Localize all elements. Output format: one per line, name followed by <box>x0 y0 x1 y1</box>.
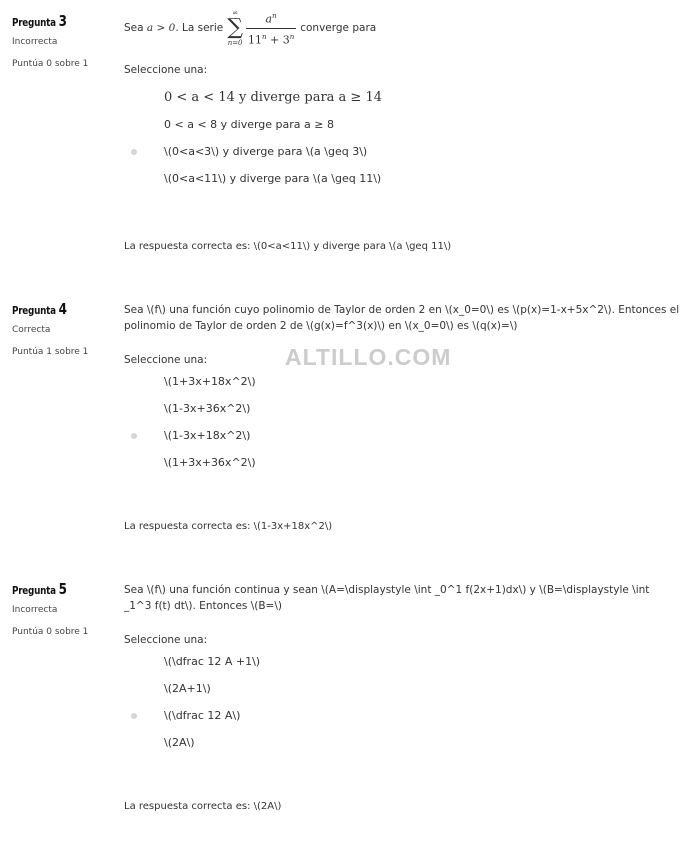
question-grade: Puntúa 0 sobre 1 <box>12 627 89 637</box>
answer-option[interactable]: \(\dfrac 12 A\) <box>124 702 680 729</box>
question-stem: Sea a > 0 . La serie ∞ ∑ n=0 $\frac{a^n}{11^n + 3^n}$ converge para <box>124 9 377 48</box>
series-formula <box>227 8 296 48</box>
answer-option[interactable]: \(1-3x+36x^2\) <box>164 401 251 415</box>
answer-list <box>124 368 680 476</box>
question-content <box>124 300 680 476</box>
select-prompt: Seleccione una: <box>124 634 208 646</box>
question-number: 4 <box>58 300 67 318</box>
answer-option[interactable]: 0 < a < 14 y diverge para a ≥ 14 <box>164 89 382 105</box>
answer-option[interactable]: \(1+3x+36x^2\) <box>164 455 256 469</box>
answer-list <box>124 648 680 756</box>
answer-option[interactable]: 0 < a < 8 y diverge para a ≥ 8 <box>164 117 334 131</box>
math-condition: a > 0 <box>146 22 176 35</box>
radio-dot[interactable] <box>131 713 137 719</box>
question-number: 3 <box>58 12 67 30</box>
question-state: Incorrecta <box>12 605 58 615</box>
correct-answer-feedback: La respuesta correcta es: \(2A\) <box>124 801 282 812</box>
answer-option[interactable]: \(1+3x+18x^2\) <box>164 374 256 388</box>
answer-option[interactable]: \(0<a<3\) y diverge para \(a \geq 3\) <box>124 138 680 165</box>
question-grade: Puntúa 0 sobre 1 <box>12 59 89 69</box>
question-stem: Sea \(f\) una función cuyo polinomio de Taylor de orden 2 en \(x_0=0\) es \(p(x)=1-x+5x^2\). Entonces el polinomio de Taylor de orden 2 de \(g(x)=f^3(x)\) en \(x_0=0\) es \(q(x)=\) <box>124 304 680 332</box>
question-state: Incorrecta <box>12 37 58 47</box>
question-heading: Pregunta 5 <box>12 580 67 598</box>
question-info <box>12 300 112 357</box>
radio-dot[interactable] <box>131 149 137 155</box>
question-state: Correcta <box>12 325 51 335</box>
question-info <box>12 12 112 69</box>
answer-option[interactable]: \(2A\) <box>164 735 195 749</box>
radio-dot[interactable] <box>131 433 137 439</box>
sum-symbol: ∞ ∑ n=0 <box>227 9 243 48</box>
answer-option[interactable]: \(1-3x+18x^2\) <box>124 422 680 449</box>
question-heading: Pregunta 4 <box>12 300 67 318</box>
correct-answer-feedback: La respuesta correcta es: \(0<a<11\) y diverge para \(a \geq 11\) <box>124 241 452 252</box>
series-fraction: $\frac{a^n}{11^n + 3^n}$ <box>247 12 295 47</box>
question-info <box>12 580 112 637</box>
select-prompt: Seleccione una: <box>124 354 208 366</box>
answer-option[interactable]: \(\dfrac 12 A +1\) <box>164 654 261 668</box>
answer-option[interactable]: \(2A+1\) <box>164 681 211 695</box>
select-prompt: Seleccione una: <box>124 64 208 77</box>
question-heading: Pregunta 3 <box>12 12 67 30</box>
correct-answer-feedback: La respuesta correcta es: \(1-3x+18x^2\) <box>124 521 333 532</box>
question-content <box>124 580 680 756</box>
question-grade: Puntúa 1 sobre 1 <box>12 347 89 357</box>
question-stem: Sea \(f\) una función continua y sean \(A=\displaystyle \int _0^1 f(2x+1)dx\) y \(B=\displaystyle \int _1^3 f(t) dt\). Entonces \(B=\) <box>124 584 650 612</box>
answer-list <box>124 84 680 192</box>
question-number: 5 <box>58 580 67 598</box>
answer-option[interactable]: \(0<a<11\) y diverge para \(a \geq 11\) <box>164 171 382 185</box>
question-content <box>124 9 680 192</box>
watermark: ALTILLO.COM <box>285 344 452 370</box>
